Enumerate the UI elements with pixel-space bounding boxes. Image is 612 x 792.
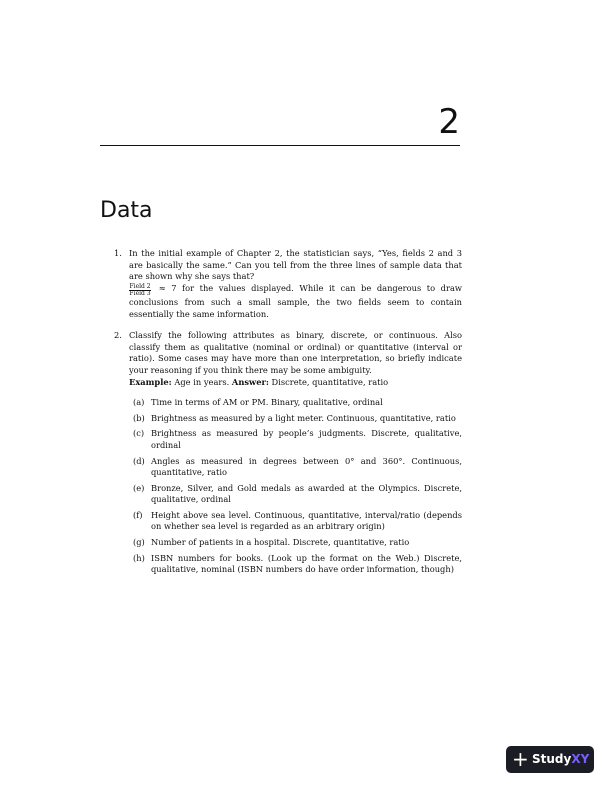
question-2-number: 2. <box>114 330 122 341</box>
list-item-label: (h) <box>133 552 145 563</box>
question-1-answer-text: ≈ 7 for the values displayed. While it can be dangerous to draw conclusions from such a small sample, the two fields seem to contain essentially the same information. <box>129 282 462 319</box>
chapter-number: 2 <box>438 102 460 142</box>
list-item <box>129 483 462 506</box>
list-item-label: (e) <box>133 482 145 493</box>
list-item-text: Height above sea level. Continuous, quantitative, interval/ratio (depends on whether sea level is regarded as an arbitrary origin) <box>151 509 462 532</box>
list-item-text: Bronze, Silver, and Gold medals as awarded at the Olympics. Discrete, qualitative, ordinal <box>151 482 462 505</box>
field-ratio-fraction <box>129 284 151 297</box>
brand-xy: XY <box>571 752 590 766</box>
list-item-label: (c) <box>133 428 145 439</box>
list-item-label: (a) <box>133 397 145 408</box>
brand-study: Study <box>532 752 572 766</box>
list-item <box>129 428 462 451</box>
answer-label: Answer: <box>231 376 269 387</box>
brand-name <box>532 746 589 773</box>
list-item <box>129 413 462 425</box>
example-text: Age in years. <box>174 376 230 387</box>
question-1-answer <box>129 283 462 320</box>
chapter-rule <box>100 145 460 146</box>
list-item-text: Angles as measured in degrees between 0° and 360°. Continuous, quantitative, ratio <box>151 455 462 478</box>
chapter-title: Data <box>100 198 153 223</box>
list-item-label: (b) <box>133 412 145 423</box>
list-item <box>129 553 462 576</box>
question-2-text: Classify the following attributes as binary, discrete, or continuous. Also classify them as qualitative (nominal or ordinal) or quantitative (interval or ratio). Some cases may have more than one interpretation, so briefly indicate your reasoning if you think there may be some ambiguity. <box>129 330 462 375</box>
question-2 <box>114 330 462 576</box>
list-item-label: (d) <box>133 455 145 466</box>
fraction-denominator: Field 3 <box>129 289 151 297</box>
list-item-text: Number of patients in a hospital. Discrete, quantitative, ratio <box>151 537 410 548</box>
example-label: Example: <box>129 376 172 387</box>
question-1 <box>114 248 462 320</box>
question-1-text: In the initial example of Chapter 2, the statistician says, “Yes, fields 2 and 3 are basically the same.” Can you tell from the three lines of sample data that are shown why she says that? <box>129 248 462 282</box>
list-item-label: (f) <box>133 509 143 520</box>
worked-example <box>129 377 462 389</box>
plus-icon: + <box>512 747 529 771</box>
exercise-body <box>114 248 462 580</box>
list-item-text: Brightness as measured by people’s judgments. Discrete, qualitative, ordinal <box>151 428 462 450</box>
list-item-label: (g) <box>133 537 145 548</box>
list-item <box>129 510 462 533</box>
list-item <box>129 397 462 409</box>
example-answer: Discrete, quantitative, ratio <box>271 376 389 387</box>
list-item-text: Brightness as measured by a light meter. Continuous, quantitative, ratio <box>151 412 456 423</box>
fraction-numerator: Field 2 <box>129 282 151 290</box>
list-item-text: Time in terms of AM or PM. Binary, qualitative, ordinal <box>151 397 383 408</box>
question-1-number: 1. <box>114 248 122 258</box>
list-item <box>129 537 462 549</box>
list-item <box>129 456 462 479</box>
classification-list <box>129 397 462 576</box>
list-item-text: ISBN numbers for books. (Look up the format on the Web.) Discrete, qualitative, nominal (ISBN numbers do have order information, though) <box>151 552 462 575</box>
studyxy-badge[interactable] <box>506 746 594 773</box>
